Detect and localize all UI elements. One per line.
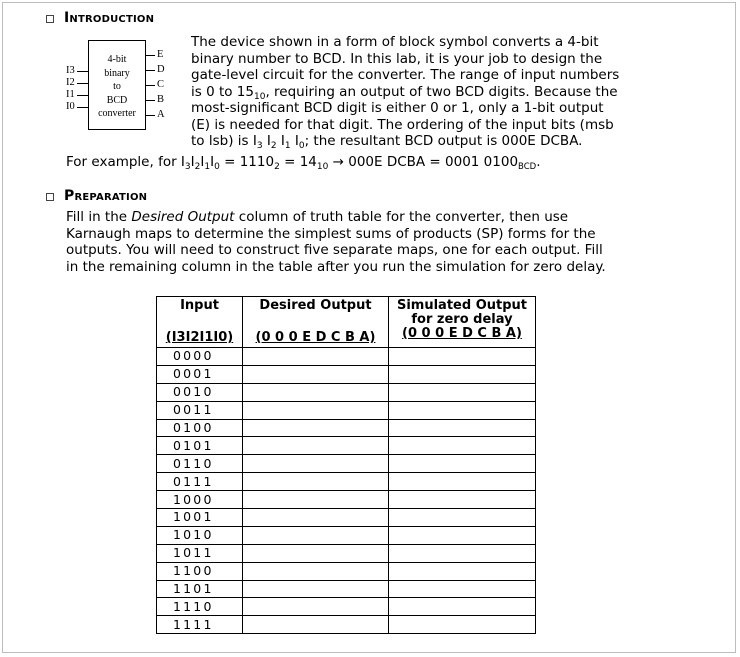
input-cell: 1000 <box>157 491 243 509</box>
desired-output-cell[interactable] <box>243 509 389 527</box>
table-row <box>157 580 536 598</box>
block-line-3: to <box>113 81 121 92</box>
table-row <box>157 455 536 473</box>
simulated-output-subheader: (0 0 0 E D C B A) <box>402 326 522 341</box>
output-pin-e: E <box>146 49 168 61</box>
truth-table <box>156 296 536 634</box>
simulated-output-cell[interactable] <box>389 348 536 366</box>
desired-output-column-header: Desired Output (0 0 0 E D C B A) <box>243 297 389 348</box>
desired-output-cell[interactable] <box>243 580 389 598</box>
desired-output-cell[interactable] <box>243 598 389 616</box>
output-pin-a: A <box>146 109 168 121</box>
output-pin-b: B <box>146 94 168 106</box>
input-cell: 0011 <box>157 401 243 419</box>
table-row <box>157 562 536 580</box>
example-line: For example, for $I_3I_2I_1I_0 = 1110_2 = 14_{10} \to 000E$ DCBA = 0001 $0100_{BCD}$. <box>66 154 541 172</box>
table-row <box>157 437 536 455</box>
simulated-output-cell[interactable] <box>389 616 536 634</box>
block-diagram <box>66 38 186 134</box>
converter-block <box>88 40 146 130</box>
prep-line-4: in the remaining column in the table after you run the simulation for zero delay. <box>66 258 606 275</box>
desired-output-cell[interactable] <box>243 526 389 544</box>
simulated-output-cell[interactable] <box>389 401 536 419</box>
input-cell: 0001 <box>157 365 243 383</box>
intro-line-3: gate-level circuit for the converter. The range of input numbers <box>191 67 620 83</box>
table-row <box>157 616 536 634</box>
intro-paragraph <box>191 34 619 150</box>
simulated-output-cell[interactable] <box>389 509 536 527</box>
table-row <box>157 509 536 527</box>
input-cell: 0110 <box>157 455 243 473</box>
prep-line-1: Fill in the Desired Output column of truth table for the converter, then use <box>66 209 569 225</box>
desired-output-cell[interactable] <box>243 437 389 455</box>
simulated-output-cell[interactable] <box>389 437 536 455</box>
input-pin-i0: I0 <box>66 101 88 113</box>
simulated-output-cell[interactable] <box>389 473 536 491</box>
input-cell: 1100 <box>157 562 243 580</box>
simulated-output-column-header: Simulated Output for zero delay (0 0 0 E D C B A) <box>389 297 536 348</box>
input-cell: 1010 <box>157 526 243 544</box>
intro-line-1: The device shown in a form of block symbol converts a 4-bit <box>191 34 599 50</box>
simulated-output-cell[interactable] <box>389 544 536 562</box>
input-cell: 0111 <box>157 473 243 491</box>
output-pin-d: D <box>146 64 168 76</box>
simulated-output-cell[interactable] <box>389 598 536 616</box>
bullet-preparation-icon <box>46 193 54 201</box>
desired-output-cell[interactable] <box>243 419 389 437</box>
input-cell: 1001 <box>157 509 243 527</box>
input-pin-i2: I2 <box>66 77 88 89</box>
input-column-header: Input (I3I2I1I0) <box>157 297 243 348</box>
input-cell: 0000 <box>157 348 243 366</box>
simulated-output-cell[interactable] <box>389 491 536 509</box>
truth-table-wrapper <box>156 296 536 634</box>
desired-output-cell[interactable] <box>243 616 389 634</box>
intro-line-4: is 0 to $15_{10}$, requiring an output of two BCD digits. Because the <box>191 83 618 102</box>
preparation-paragraph <box>66 209 606 275</box>
table-row <box>157 544 536 562</box>
input-cell: 0101 <box>157 437 243 455</box>
simulated-output-cell[interactable] <box>389 562 536 580</box>
desired-output-cell[interactable] <box>243 562 389 580</box>
table-row <box>157 419 536 437</box>
desired-output-cell[interactable] <box>243 473 389 491</box>
simulated-output-cell[interactable] <box>389 580 536 598</box>
table-row <box>157 401 536 419</box>
block-line-1: 4-bit <box>107 54 127 65</box>
input-column-subheader: (I3I2I1I0) <box>165 330 234 345</box>
desired-output-cell[interactable] <box>243 383 389 401</box>
input-cell: 1011 <box>157 544 243 562</box>
table-header-row <box>157 297 536 348</box>
intro-line-7: to lsb) is $I_3$ $I_2$ $I_1$ $I_0$; the resultant BCD output is 000E DCBA. <box>191 133 583 151</box>
intro-line-6: (E) is needed for that digit. The ordering of the input bits (msb <box>191 116 614 133</box>
input-cell: 1101 <box>157 580 243 598</box>
simulated-output-cell[interactable] <box>389 526 536 544</box>
preparation-heading: Preparation <box>64 188 148 204</box>
input-pin-i1: I1 <box>66 89 88 101</box>
desired-output-cell[interactable] <box>243 455 389 473</box>
bullet-introduction-icon <box>46 15 54 23</box>
table-row <box>157 526 536 544</box>
table-row <box>157 383 536 401</box>
simulated-output-cell[interactable] <box>389 383 536 401</box>
desired-output-cell[interactable] <box>243 401 389 419</box>
prep-line-3: outputs. You will need to construct five separate maps, one for each output. Fill <box>66 242 603 258</box>
table-row <box>157 348 536 366</box>
input-cell: 0010 <box>157 383 243 401</box>
desired-output-cell[interactable] <box>243 491 389 509</box>
input-cell: 1111 <box>157 616 243 634</box>
simulated-output-cell[interactable] <box>389 365 536 383</box>
table-row <box>157 598 536 616</box>
table-row <box>157 365 536 383</box>
block-line-4: BCD <box>106 94 128 106</box>
input-cell: 0100 <box>157 419 243 437</box>
table-row <box>157 473 536 491</box>
table-row <box>157 491 536 509</box>
output-pin-c: C <box>146 79 168 91</box>
block-line-5: converter <box>98 108 136 119</box>
simulated-output-cell[interactable] <box>389 455 536 473</box>
block-line-2: binary <box>104 67 130 79</box>
input-cell: 1110 <box>157 598 243 616</box>
input-pin-i3: I3 <box>66 65 88 77</box>
desired-output-cell[interactable] <box>243 365 389 383</box>
intro-line-5: most-significant BCD digit is either 0 or 1, only a 1-bit output <box>191 100 604 116</box>
simulated-output-cell[interactable] <box>389 419 536 437</box>
desired-output-cell[interactable] <box>243 544 389 562</box>
desired-output-cell[interactable] <box>243 348 389 366</box>
prep-line-2: Karnaugh maps to determine the simplest sums of products (SP) forms for the <box>66 225 596 242</box>
introduction-heading: Introduction <box>64 10 155 26</box>
desired-output-subheader: (0 0 0 E D C B A) <box>255 330 376 345</box>
intro-line-2: binary number to BCD. In this lab, it is your job to design the <box>191 50 603 67</box>
